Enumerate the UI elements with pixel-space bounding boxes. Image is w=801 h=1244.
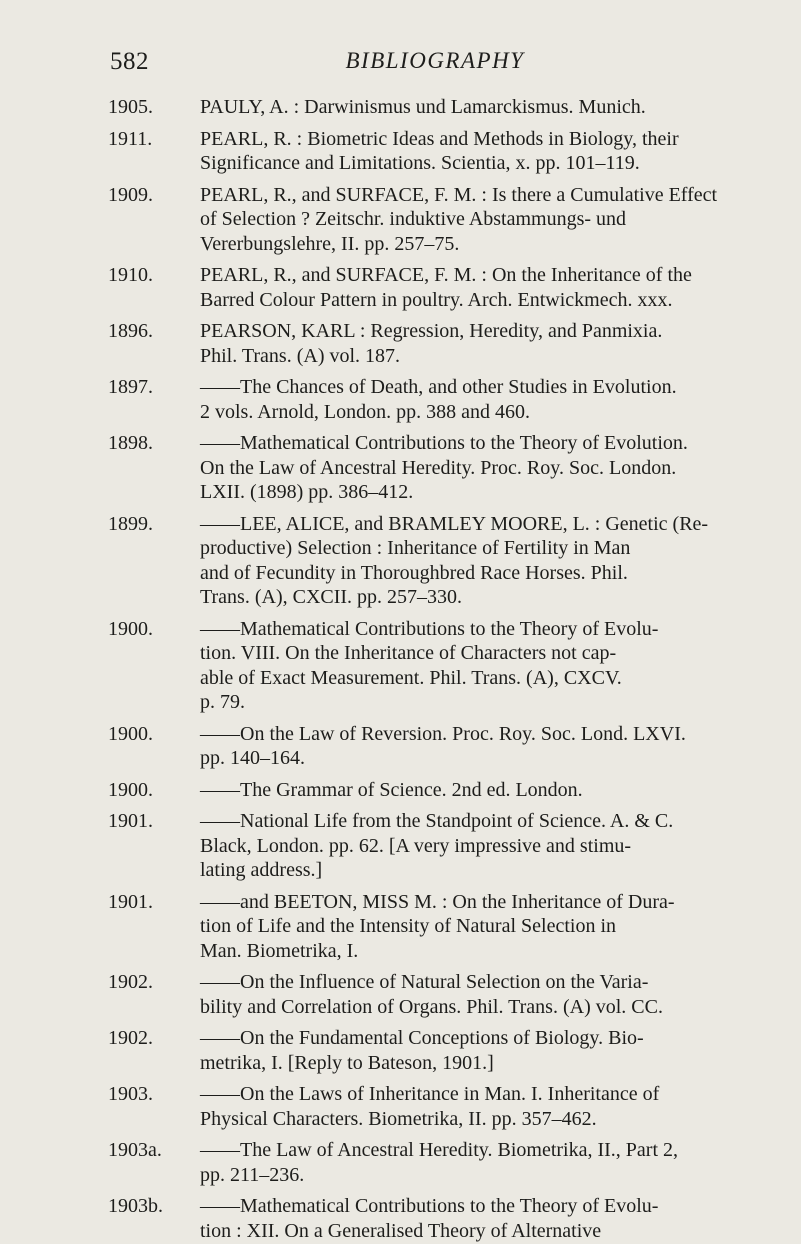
entry-year: 1901. [108, 890, 153, 913]
entry-line: metrika, I. [Reply to Bateson, 1901.] [200, 1051, 494, 1074]
bibliography-entry [108, 127, 763, 176]
entry-year: 1901. [108, 810, 153, 832]
entry-line: pp. 140–164. [200, 747, 305, 769]
bibliography-entry [108, 890, 763, 964]
bibliography-entry [108, 183, 763, 257]
entry-year: 1903a. [108, 1139, 162, 1161]
entry-line: ——On the Law of Reversion. Proc. Roy. Soc. Lond. LXVI. [200, 722, 686, 745]
entry-line: PEARSON, KARL : Regression, Heredity, and Panmixia. [200, 320, 663, 342]
entry-line: pp. 211–236. [200, 1163, 305, 1186]
entry-year: 1899. [108, 512, 153, 535]
entry-year: 1910. [108, 264, 153, 286]
entry-year: 1911. [108, 127, 153, 150]
entry-line: tion of Life and the Intensity of Natural Selection in [200, 915, 616, 937]
entry-line: Physical Characters. Biometrika, II. pp. 357–462. [200, 1107, 597, 1130]
bibliography-entry [108, 1194, 763, 1243]
entry-year: 1905. [108, 96, 153, 118]
entry-year: 1902. [108, 1027, 153, 1049]
entry-line: LXII. (1898) pp. 386–412. [200, 481, 414, 503]
page-number: 582 [110, 48, 149, 75]
entry-line: bility and Correlation of Organs. Phil. Trans. (A) vol. CC. [200, 995, 663, 1018]
entry-line: On the Law of Ancestral Heredity. Proc. Roy. Soc. London. [200, 456, 677, 479]
entry-year: 1900. [108, 722, 153, 745]
bibliography-entry [108, 375, 763, 424]
bibliography-entry [108, 431, 763, 505]
entry-line: Vererbungslehre, II. pp. 257–75. [200, 232, 460, 255]
entry-line: tion : XII. On a Generalised Theory of Alternative [200, 1219, 602, 1242]
entry-line: productive) Selection : Inheritance of Fertility in Man [200, 537, 631, 559]
entry-line: ——and BEETON, MISS M. : On the Inheritance of Dura- [200, 890, 675, 913]
entry-line: ——Mathematical Contributions to the Theory of Evolu- [200, 1195, 659, 1217]
bibliography-entry [108, 970, 763, 1019]
entry-year: 1896. [108, 320, 153, 342]
entry-year: 1900. [108, 617, 153, 640]
entry-line: ——On the Fundamental Conceptions of Biology. Bio- [200, 1027, 644, 1049]
entry-line: Man. Biometrika, I. [200, 939, 359, 962]
entry-line: 2 vols. Arnold, London. pp. 388 and 460. [200, 400, 530, 423]
entry-line: ——The Grammar of Science. 2nd ed. London. [200, 778, 583, 801]
entry-year: 1897. [108, 376, 153, 398]
bibliography-entry [108, 809, 763, 883]
entry-year: 1902. [108, 971, 153, 993]
entry-line: ——National Life from the Standpoint of Science. A. & C. [200, 810, 674, 832]
entry-line: p. 79. [200, 691, 245, 713]
running-head: BIBLIOGRAPHY [345, 48, 525, 73]
bibliography-entry [108, 95, 763, 120]
entry-line: Barred Colour Pattern in poultry. Arch. Entwickmech. xxx. [200, 288, 673, 311]
entry-line: ——Mathematical Contributions to the Theory of Evolu- [200, 617, 659, 640]
bibliography-entry [108, 1026, 763, 1075]
entry-year: 1900. [108, 778, 153, 801]
entry-line: and of Fecundity in Thoroughbred Race Horses. Phil. [200, 561, 628, 584]
entry-line: Significance and Limitations. Scientia, x. pp. 101–119. [200, 152, 640, 174]
bibliography-entry [108, 778, 763, 803]
entry-line: PEARL, R. : Biometric Ideas and Methods in Biology, their [200, 127, 679, 150]
entry-year: 1903. [108, 1083, 153, 1105]
entry-line: ——LEE, ALICE, and BRAMLEY MOORE, L. : Genetic (Re- [200, 512, 709, 535]
entry-line: able of Exact Measurement. Phil. Trans. (A), CXCV. [200, 666, 622, 689]
bibliography-entry [108, 1082, 763, 1131]
entry-line: Trans. (A), CXCII. pp. 257–330. [200, 586, 463, 608]
entry-year: 1903b. [108, 1195, 163, 1217]
entry-line: ——On the Influence of Natural Selection on the Varia- [200, 971, 649, 993]
entry-year: 1909. [108, 183, 153, 206]
bibliography-entry [108, 1138, 763, 1187]
bibliography-list [108, 95, 763, 1244]
entry-line: ——The Law of Ancestral Heredity. Biometrika, II., Part 2, [200, 1139, 679, 1161]
entry-line: lating address.] [200, 859, 323, 881]
bibliography-entry [108, 512, 763, 610]
bibliography-entry [108, 617, 763, 715]
page-header [110, 48, 760, 78]
entry-line: ——On the Laws of Inheritance in Man. I. Inheritance of [200, 1083, 660, 1105]
entry-line: Black, London. pp. 62. [A very impressive and stimu- [200, 834, 632, 857]
entry-year: 1898. [108, 432, 153, 454]
bibliography-entry [108, 319, 763, 368]
entry-line: Phil. Trans. (A) vol. 187. [200, 344, 401, 367]
entry-line: PEARL, R., and SURFACE, F. M. : On the Inheritance of the [200, 264, 692, 286]
entry-line: of Selection ? Zeitschr. induktive Abstammungs- und [200, 208, 627, 230]
bibliography-entry [108, 722, 763, 771]
bibliography-entry [108, 263, 763, 312]
entry-line: ——Mathematical Contributions to the Theory of Evolution. [200, 432, 688, 454]
entry-line: PEARL, R., and SURFACE, F. M. : Is there a Cumulative Effect [200, 183, 718, 206]
entry-line: PAULY, A. : Darwinismus und Lamarckismus. Munich. [200, 96, 646, 118]
entry-line: ——The Chances of Death, and other Studies in Evolution. [200, 376, 677, 398]
entry-line: tion. VIII. On the Inheritance of Characters not cap- [200, 642, 617, 664]
